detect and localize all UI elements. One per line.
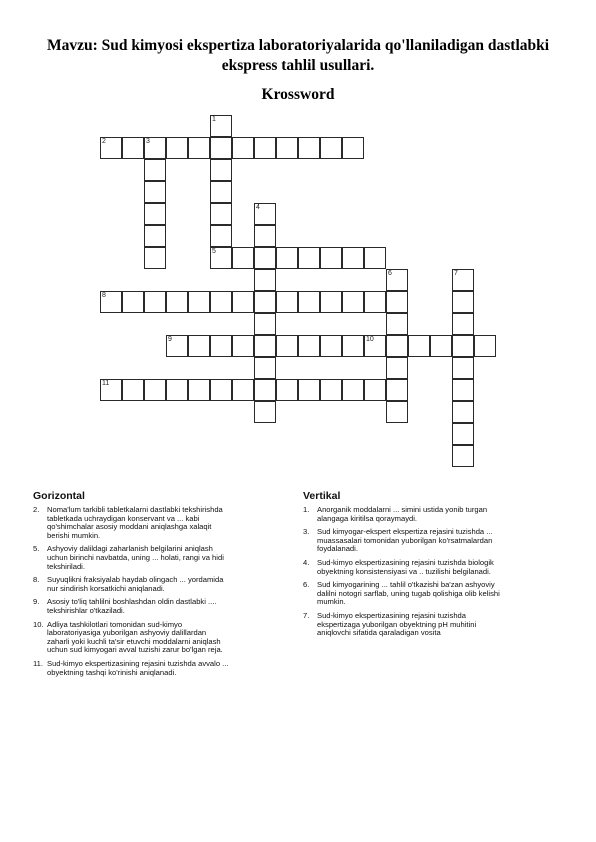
- crossword-cell[interactable]: [452, 379, 474, 401]
- crossword-cell[interactable]: [254, 225, 276, 247]
- crossword-cell[interactable]: [452, 357, 474, 379]
- clue-item: [33, 660, 295, 677]
- crossword-cell[interactable]: [452, 423, 474, 445]
- crossword-cell[interactable]: [210, 181, 232, 203]
- crossword-cell[interactable]: [386, 313, 408, 335]
- crossword-cell[interactable]: [144, 137, 166, 159]
- crossword-cell[interactable]: [452, 401, 474, 423]
- crossword-cell[interactable]: [474, 335, 496, 357]
- clue-item-number: 5.: [33, 544, 40, 554]
- crossword-cell[interactable]: [320, 291, 342, 313]
- clue-item-number: 11.: [33, 658, 43, 668]
- crossword-cell[interactable]: [188, 291, 210, 313]
- crossword-cell[interactable]: [386, 269, 408, 291]
- clue-number: 10: [366, 336, 374, 343]
- clue-item: [303, 559, 568, 576]
- crossword-cell[interactable]: [364, 335, 386, 357]
- crossword-cell[interactable]: [364, 291, 386, 313]
- clue-number: 7: [454, 270, 458, 277]
- crossword-cell[interactable]: [276, 379, 298, 401]
- crossword-cell[interactable]: [210, 225, 232, 247]
- clue-item-text: Noma'lum tarkibli tabletkalarni dastlabki tekshirishda tabletkada uchraydigan konservant va ... kabi qo'shimchalar asosiy moddani aniqlashga xalaqit berishi mumkin.: [47, 505, 223, 540]
- crossword-cell[interactable]: [364, 247, 386, 269]
- crossword-cell[interactable]: [298, 291, 320, 313]
- clue-item-text: Sud-kimyo ekspertizasining rejasini tuzishda ekspertizaga yuborilgan obyektning pH muhitini aniqlovchi sifatida qaraladigan vosita: [317, 610, 477, 638]
- crossword-cell[interactable]: [254, 247, 276, 269]
- crossword-cell[interactable]: [144, 379, 166, 401]
- clue-item-number: 3.: [303, 527, 310, 537]
- clue-number: 2: [102, 138, 106, 145]
- clue-item-number: 2.: [33, 505, 40, 514]
- clue-item-number: 10.: [33, 619, 44, 629]
- clue-number: 8: [102, 292, 106, 299]
- clue-item: [33, 545, 295, 571]
- crossword-cell[interactable]: [254, 357, 276, 379]
- clue-item-number: 4.: [303, 557, 310, 567]
- crossword-cell[interactable]: [386, 401, 408, 423]
- clue-item-text: Ashyoviy dalildagi zaharlanish belgilarini aniqlash uchun birinchi navbatda, uning ... holati, rangi va hidi tekshiriladi.: [47, 544, 224, 571]
- crossword-cell[interactable]: [210, 115, 232, 137]
- crossword-cell[interactable]: [144, 225, 166, 247]
- crossword-cell[interactable]: [210, 159, 232, 181]
- crossword-cell[interactable]: [144, 247, 166, 269]
- clue-item: [303, 612, 568, 638]
- clue-number: 6: [388, 270, 392, 277]
- crossword-cell[interactable]: [254, 203, 276, 225]
- crossword-cell[interactable]: [276, 137, 298, 159]
- crossword-cell[interactable]: [320, 335, 342, 357]
- crossword-cell[interactable]: [144, 181, 166, 203]
- clue-item-text: Asosiy to'liq tahlilni boshlashdan oldin dastlabki .... tekshirishlar o'tkaziladi.: [47, 597, 217, 615]
- horizontal-clues: [33, 490, 295, 682]
- crossword-cell[interactable]: [188, 137, 210, 159]
- clue-item: [33, 576, 295, 593]
- clue-item: [33, 506, 295, 540]
- crossword-cell[interactable]: [298, 379, 320, 401]
- crossword-cell[interactable]: [144, 159, 166, 181]
- crossword-cell[interactable]: [122, 379, 144, 401]
- crossword-cell[interactable]: [188, 335, 210, 357]
- crossword-cell[interactable]: [166, 137, 188, 159]
- crossword-cell[interactable]: [210, 379, 232, 401]
- crossword-cell[interactable]: [166, 379, 188, 401]
- clue-number: 4: [256, 204, 260, 211]
- clue-number: 3: [146, 138, 150, 145]
- page-title: Mavzu: Sud kimyosi ekspertiza laboratoriyalarida qo'llaniladigan dastlabki ekspress tahlil usullari.: [46, 37, 550, 74]
- crossword-cell[interactable]: [254, 401, 276, 423]
- crossword-cell[interactable]: [144, 291, 166, 313]
- clue-item-number: 8.: [33, 575, 40, 585]
- clue-item-text: Sud-kimyo ekspertizasining rejasini tuzishda avvalo ... obyektning tashqi ko'rinishi aniqlanadi.: [47, 658, 229, 677]
- horizontal-heading: Gorizontal: [33, 490, 85, 502]
- crossword-cell[interactable]: [342, 291, 364, 313]
- crossword-cell[interactable]: [386, 357, 408, 379]
- clue-item: [303, 581, 568, 607]
- crossword-cell[interactable]: [210, 247, 232, 269]
- crossword-cell[interactable]: [254, 269, 276, 291]
- crossword-cell[interactable]: [452, 291, 474, 313]
- crossword-cell[interactable]: [210, 137, 232, 159]
- crossword-cell[interactable]: [408, 335, 430, 357]
- crossword-cell[interactable]: [254, 379, 276, 401]
- crossword-cell[interactable]: [364, 379, 386, 401]
- crossword-cell[interactable]: [320, 137, 342, 159]
- crossword-cell[interactable]: [254, 313, 276, 335]
- crossword-cell[interactable]: [298, 335, 320, 357]
- crossword-cell[interactable]: [100, 291, 122, 313]
- crossword-cell[interactable]: [232, 247, 254, 269]
- crossword-cell[interactable]: [166, 335, 188, 357]
- clue-item-text: Anorganik moddalarni ... simini ustida yonib turgan alangaga kiritilsa qoraymaydi.: [317, 505, 488, 523]
- crossword-cell[interactable]: [232, 291, 254, 313]
- crossword-title: Krossword: [261, 86, 335, 103]
- crossword-cell[interactable]: [386, 291, 408, 313]
- crossword-cell[interactable]: [166, 291, 188, 313]
- crossword-cell[interactable]: [276, 247, 298, 269]
- crossword-cell[interactable]: [320, 379, 342, 401]
- crossword-cell[interactable]: [100, 137, 122, 159]
- crossword-cell[interactable]: [452, 445, 474, 467]
- crossword-cell[interactable]: [320, 247, 342, 269]
- crossword-cell[interactable]: [122, 137, 144, 159]
- clue-item-text: Adliya tashkilotlari tomonidan sud-kimyo laboratoriyasiga yuborilgan ashyoviy dalillardan zaharli yoki kuchli ta'sir etuvchi moddalarni aniqlash uchun sud kimyogari avval tuzishi zarur bo'lgan reja.: [47, 619, 223, 655]
- crossword-cell[interactable]: [452, 335, 474, 357]
- crossword-cell[interactable]: [232, 379, 254, 401]
- clue-item-text: Sud kimyogarining ... tahlil o'tkazishi ba'zan ashyoviy dalilni notogri sarflab, uning tugab qolishiga olib kelishi mumkin.: [317, 580, 500, 607]
- clue-item: [303, 528, 568, 554]
- clue-item-number: 6.: [303, 580, 310, 590]
- crossword-cell[interactable]: [232, 137, 254, 159]
- crossword-cell[interactable]: [122, 291, 144, 313]
- crossword-cell[interactable]: [298, 247, 320, 269]
- crossword-cell[interactable]: [342, 247, 364, 269]
- clue-item: [33, 621, 295, 655]
- crossword-cell[interactable]: [210, 335, 232, 357]
- crossword-cell[interactable]: [342, 137, 364, 159]
- vertical-clues: [303, 490, 568, 643]
- crossword-cell[interactable]: [452, 269, 474, 291]
- clue-item: [33, 598, 295, 615]
- crossword-cell[interactable]: [298, 137, 320, 159]
- crossword-cell[interactable]: [254, 291, 276, 313]
- crossword-cell[interactable]: [452, 313, 474, 335]
- clue-item-text: Sud kimyogar-ekspert ekspertiza rejasini tuzishda ... muassasalari tomonidan yuborilgan ko'rsatmalardan foydalanadi.: [317, 527, 493, 554]
- crossword-cell[interactable]: [386, 379, 408, 401]
- crossword-cell[interactable]: [276, 291, 298, 313]
- clue-number: 9: [168, 336, 172, 343]
- crossword-cell[interactable]: [254, 137, 276, 159]
- clue-item-number: 1.: [303, 505, 310, 514]
- crossword-cell[interactable]: [210, 291, 232, 313]
- crossword-cell[interactable]: [386, 335, 408, 357]
- crossword-cell[interactable]: [430, 335, 452, 357]
- crossword-cell[interactable]: [342, 335, 364, 357]
- crossword-cell[interactable]: [188, 379, 210, 401]
- clue-item-text: Suyuqlikni fraksiyalab haydab olingach ... yordamida nur sindirish korsatkichi aniqlanadi.: [47, 575, 224, 593]
- crossword-cell[interactable]: [254, 335, 276, 357]
- crossword-cell[interactable]: [144, 203, 166, 225]
- crossword-cell[interactable]: [100, 379, 122, 401]
- clue-item: [303, 506, 568, 523]
- clue-item-number: 7.: [303, 610, 310, 620]
- clue-item-number: 9.: [33, 597, 40, 607]
- clue-number: 1: [212, 116, 216, 123]
- clue-number: 11: [102, 380, 110, 387]
- crossword-cell[interactable]: [342, 379, 364, 401]
- crossword-cell[interactable]: [232, 335, 254, 357]
- crossword-cell[interactable]: [210, 203, 232, 225]
- clue-number: 5: [212, 248, 216, 255]
- crossword-cell[interactable]: [276, 335, 298, 357]
- clue-item-text: Sud-kimyo ekspertizasining rejasini tuzishda biologik obyektning konsistensiyasi va .. tuzilishi belgilanadi.: [317, 557, 494, 576]
- vertical-heading: Vertikal: [303, 490, 341, 502]
